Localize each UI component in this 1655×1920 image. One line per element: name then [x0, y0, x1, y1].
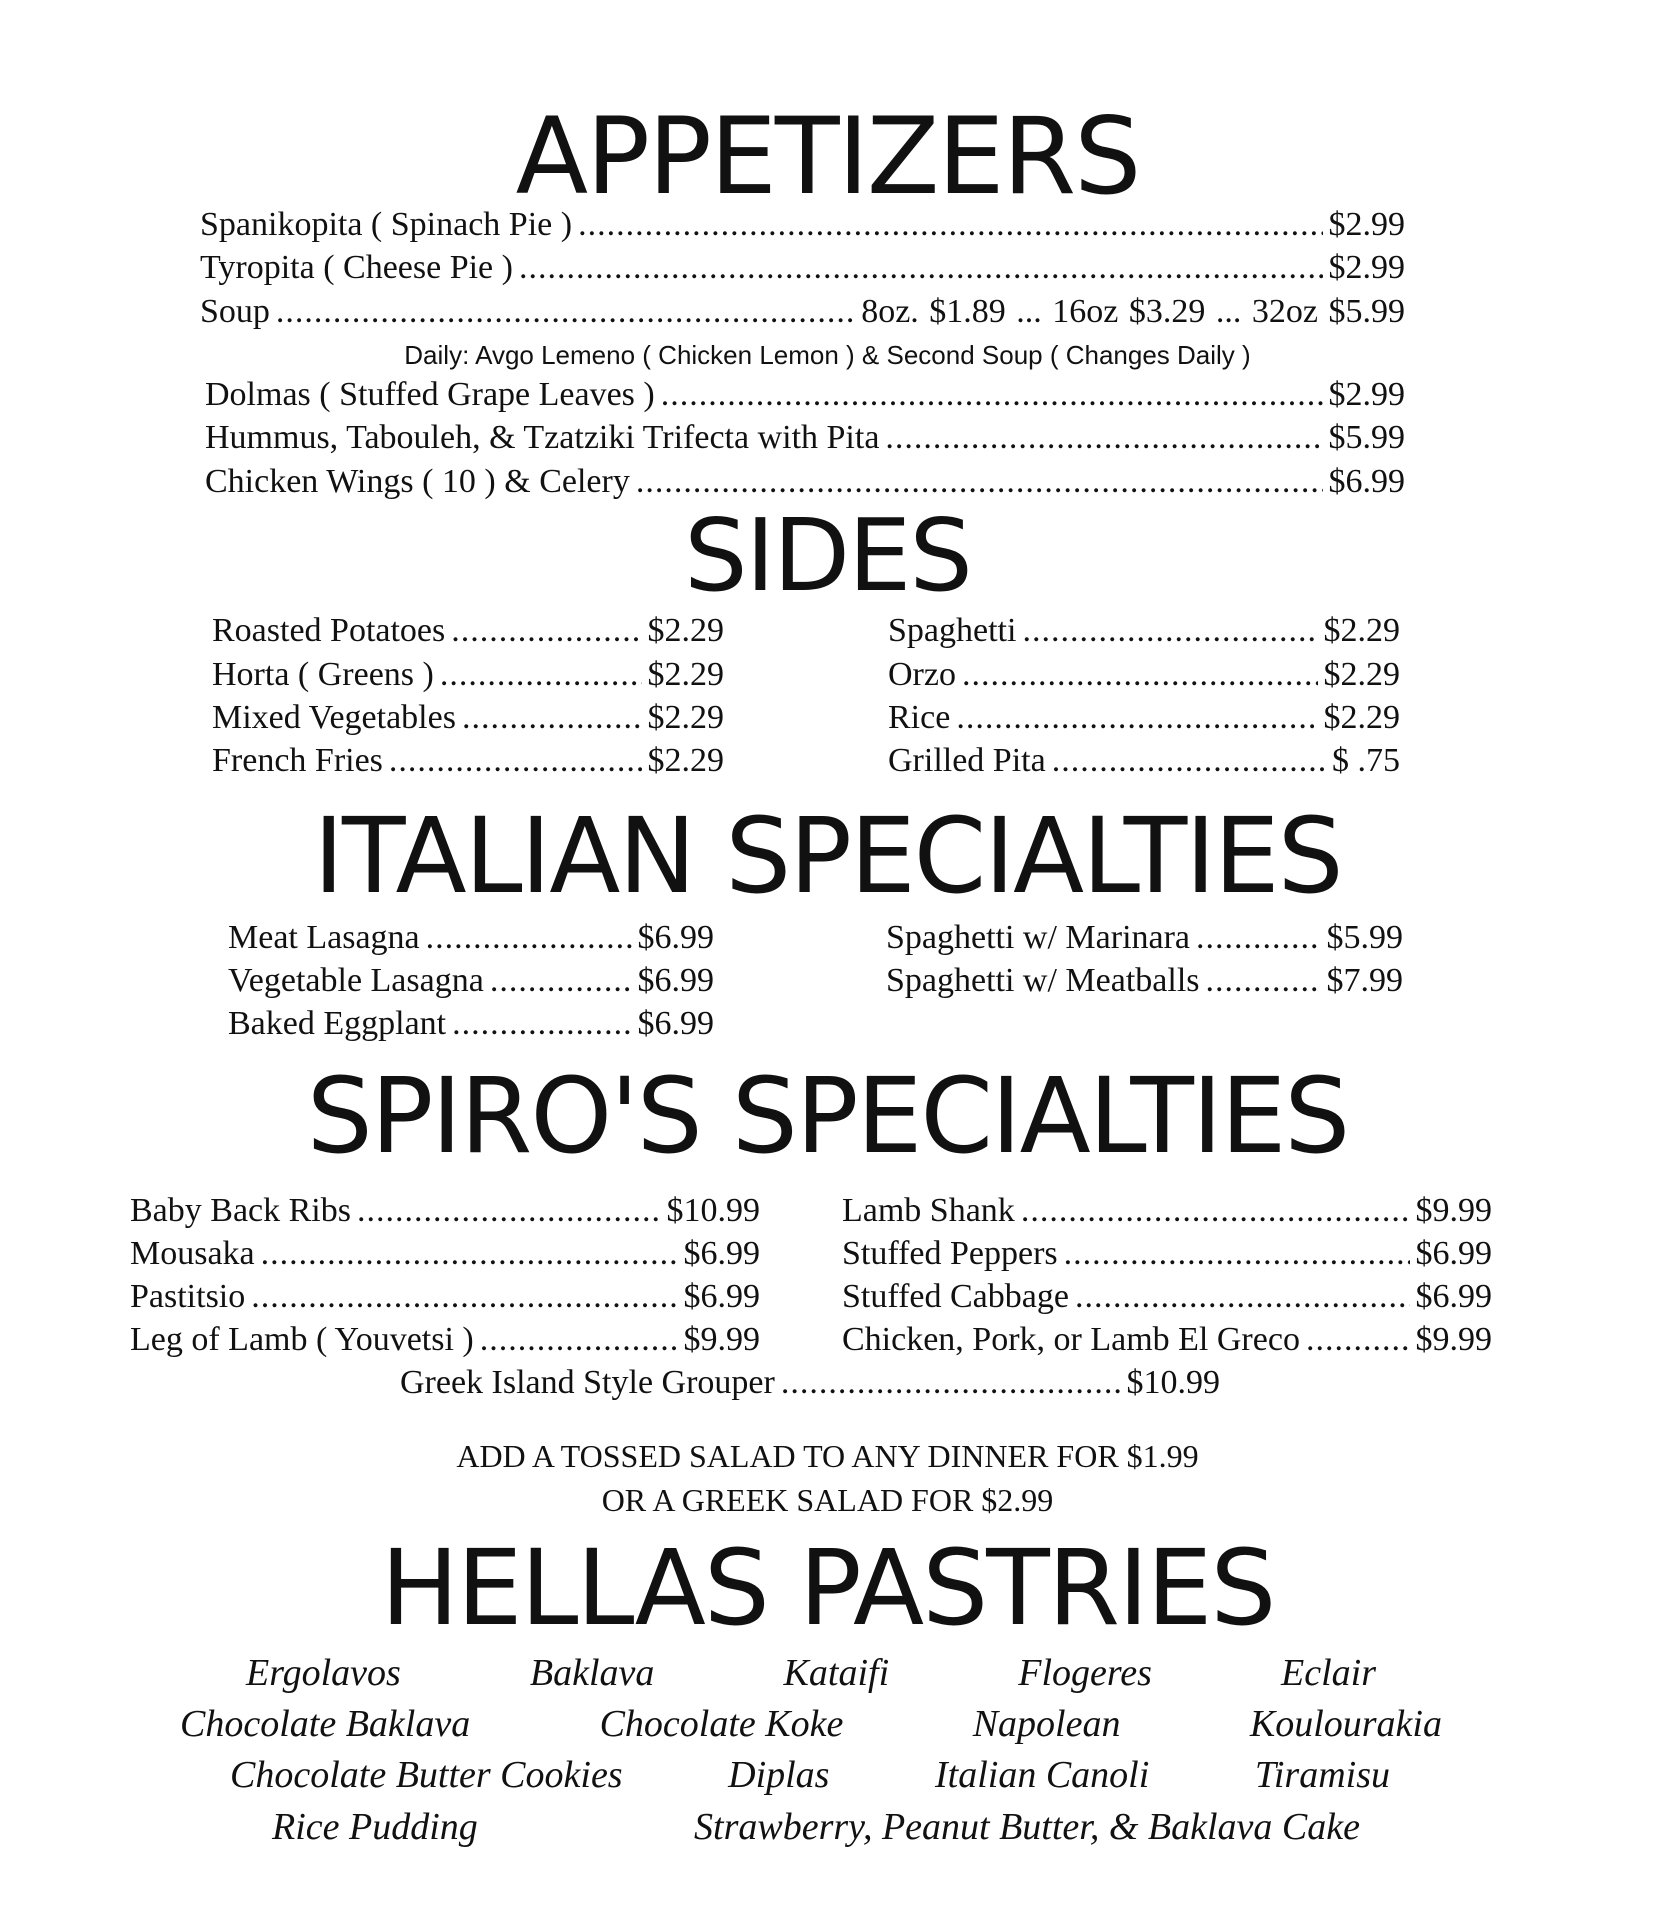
item-name: Pastitsio — [130, 1278, 246, 1315]
item-name: Greek Island Style Grouper — [400, 1364, 775, 1401]
dot-leader — [251, 1280, 677, 1314]
item-name: Chicken Wings ( 10 ) & Celery — [205, 463, 630, 500]
item-name: French Fries — [212, 742, 383, 779]
dot-leader — [1021, 1194, 1410, 1228]
sides-heading: SIDES — [684, 497, 971, 614]
menu-item — [888, 701, 1400, 735]
pastry-item: Chocolate Koke — [599, 1703, 844, 1745]
dot-leader — [1064, 1237, 1410, 1271]
item-name: Meat Lasagna — [228, 919, 420, 956]
item-name: Mousaka — [130, 1235, 255, 1272]
item-price: $6.99 — [637, 919, 714, 956]
dot-leader — [661, 378, 1323, 412]
item-name: Baked Eggplant — [228, 1005, 447, 1042]
dot-leader — [1022, 614, 1317, 648]
dot-leader — [781, 1366, 1121, 1400]
spiros-specialties-heading: SPIRO'S SPECIALTIES — [306, 1055, 1349, 1177]
menu-item — [212, 614, 724, 648]
soup-sizes: 8oz. $1.89 ... 16oz $3.29 ... 32oz $5.99 — [861, 293, 1405, 330]
dot-leader — [1075, 1280, 1410, 1314]
dot-leader — [451, 614, 641, 648]
dot-leader — [1306, 1323, 1410, 1357]
item-price: $6.99 — [683, 1235, 760, 1272]
item-name: Mixed Vegetables — [212, 699, 456, 736]
item-name: Lamb Shank — [842, 1192, 1015, 1229]
pastry-item: Chocolate Baklava — [180, 1703, 471, 1745]
item-name: Chicken, Pork, or Lamb El Greco — [842, 1321, 1300, 1358]
dot-leader — [426, 921, 632, 955]
hellas-pastries-heading: HELLAS PASTRIES — [380, 1527, 1275, 1649]
dot-leader — [357, 1194, 661, 1228]
item-name: Tyropita ( Cheese Pie ) — [200, 249, 513, 286]
menu-item — [842, 1194, 1492, 1228]
menu-item — [886, 964, 1403, 998]
item-name: Horta ( Greens ) — [212, 656, 434, 693]
menu-item — [228, 964, 714, 998]
item-name: Roasted Potatoes — [212, 612, 446, 649]
item-name: Vegetable Lasagna — [228, 962, 484, 999]
menu-item — [200, 251, 1405, 285]
dot-leader — [1052, 744, 1326, 778]
item-price: $2.29 — [647, 699, 724, 736]
pastry-item: Koulourakia — [1249, 1703, 1442, 1745]
pastry-row — [180, 1705, 1442, 1743]
dot-leader — [636, 465, 1323, 499]
item-price: $2.99 — [1328, 376, 1405, 413]
dot-leader — [490, 964, 632, 998]
menu-item — [200, 208, 1405, 242]
item-name: Spanikopita ( Spinach Pie ) — [200, 206, 573, 243]
menu-item — [888, 614, 1400, 648]
salad-note-line-2: OR A GREEK SALAD FOR $2.99 — [601, 1482, 1054, 1518]
menu-item — [212, 658, 724, 692]
item-price: $2.99 — [1328, 249, 1405, 286]
dot-leader — [885, 421, 1322, 455]
item-price: $2.29 — [647, 612, 724, 649]
menu-item — [842, 1323, 1492, 1357]
item-price: $7.99 — [1326, 962, 1403, 999]
menu-item — [228, 921, 714, 955]
pastry-item: Kataifi — [783, 1652, 890, 1694]
item-name: Dolmas ( Stuffed Grape Leaves ) — [205, 376, 655, 413]
menu-item — [888, 744, 1400, 778]
pastry-item: Strawberry, Peanut Butter, & Baklava Cake — [694, 1806, 1360, 1848]
dot-leader — [1206, 964, 1321, 998]
menu-item — [205, 421, 1405, 455]
menu-item — [842, 1237, 1492, 1271]
menu-item — [228, 1007, 714, 1041]
item-price: $2.29 — [647, 656, 724, 693]
pastry-item: Italian Canoli — [935, 1754, 1150, 1796]
pastry-item: Tiramisu — [1254, 1754, 1390, 1796]
item-price: $10.99 — [666, 1192, 760, 1229]
item-name: Hummus, Tabouleh, & Tzatziki Trifecta with Pita — [205, 419, 880, 456]
item-price: $10.99 — [1126, 1364, 1220, 1401]
pastry-item: Ergolavos — [246, 1652, 401, 1694]
item-price: $2.29 — [1323, 612, 1400, 649]
pastry-row — [246, 1654, 1376, 1692]
menu-item — [212, 701, 724, 735]
appetizers-heading: APPETIZERS — [515, 95, 1140, 218]
item-name: Grilled Pita — [888, 742, 1046, 779]
item-name: Leg of Lamb ( Youvetsi ) — [130, 1321, 474, 1358]
pastry-item: Eclair — [1281, 1652, 1376, 1694]
item-price: $2.99 — [1328, 206, 1405, 243]
menu-item — [130, 1237, 760, 1271]
item-price: $6.99 — [1415, 1235, 1492, 1272]
item-name: Rice — [888, 699, 951, 736]
menu-item — [842, 1280, 1492, 1314]
dot-leader — [1196, 921, 1320, 955]
pastry-item: Rice Pudding — [272, 1806, 478, 1848]
item-name: Baby Back Ribs — [130, 1192, 351, 1229]
item-price: $6.99 — [1415, 1278, 1492, 1315]
soup-item — [200, 295, 1405, 329]
menu-item — [130, 1194, 760, 1228]
item-name: Spaghetti w/ Marinara — [886, 919, 1191, 956]
menu-item — [205, 465, 1405, 499]
pastry-row — [230, 1756, 1390, 1794]
menu-item — [886, 921, 1403, 955]
item-price: $6.99 — [683, 1278, 760, 1315]
item-price: $2.29 — [1323, 656, 1400, 693]
menu-item — [130, 1280, 760, 1314]
pastry-item: Baklava — [529, 1652, 655, 1694]
item-price: $9.99 — [1415, 1321, 1492, 1358]
menu-item — [212, 744, 724, 778]
item-name: Orzo — [888, 656, 956, 693]
dot-leader — [462, 701, 642, 735]
dot-leader — [261, 1237, 678, 1271]
item-price: $5.99 — [1326, 919, 1403, 956]
dot-leader — [276, 295, 855, 329]
item-price: $2.29 — [647, 742, 724, 779]
dot-leader — [519, 251, 1323, 285]
item-name: Soup — [200, 293, 270, 330]
menu-item — [130, 1323, 760, 1357]
item-price: $9.99 — [1415, 1192, 1492, 1229]
item-name: Stuffed Cabbage — [842, 1278, 1069, 1315]
pastry-item: Flogeres — [1018, 1652, 1152, 1694]
item-price: $2.29 — [1323, 699, 1400, 736]
salad-note-line-1: ADD A TOSSED SALAD TO ANY DINNER FOR $1.99 — [456, 1438, 1199, 1474]
pastry-item: Chocolate Butter Cookies — [230, 1754, 623, 1796]
dot-leader — [578, 208, 1322, 242]
item-name: Spaghetti — [888, 612, 1017, 649]
soup-note: Daily: Avgo Lemeno ( Chicken Lemon ) & Second Soup ( Changes Daily ) — [404, 340, 1251, 370]
menu-item — [888, 658, 1400, 692]
menu-item — [400, 1366, 1220, 1400]
pastry-item: Napolean — [972, 1703, 1121, 1745]
item-name: Stuffed Peppers — [842, 1235, 1058, 1272]
pastry-row — [272, 1808, 1360, 1846]
dot-leader — [389, 744, 642, 778]
item-price: $6.99 — [1328, 463, 1405, 500]
item-price: $6.99 — [637, 962, 714, 999]
dot-leader — [480, 1323, 678, 1357]
pastry-item: Diplas — [728, 1754, 830, 1796]
menu-item — [205, 378, 1405, 412]
item-price: $ .75 — [1332, 742, 1400, 779]
item-price: $6.99 — [637, 1005, 714, 1042]
item-price: $9.99 — [683, 1321, 760, 1358]
item-name: Spaghetti w/ Meatballs — [886, 962, 1200, 999]
italian-specialties-heading: ITALIAN SPECIALTIES — [313, 795, 1342, 917]
dot-leader — [440, 658, 642, 692]
dot-leader — [956, 701, 1317, 735]
dot-leader — [962, 658, 1318, 692]
dot-leader — [452, 1007, 631, 1041]
item-price: $5.99 — [1328, 419, 1405, 456]
